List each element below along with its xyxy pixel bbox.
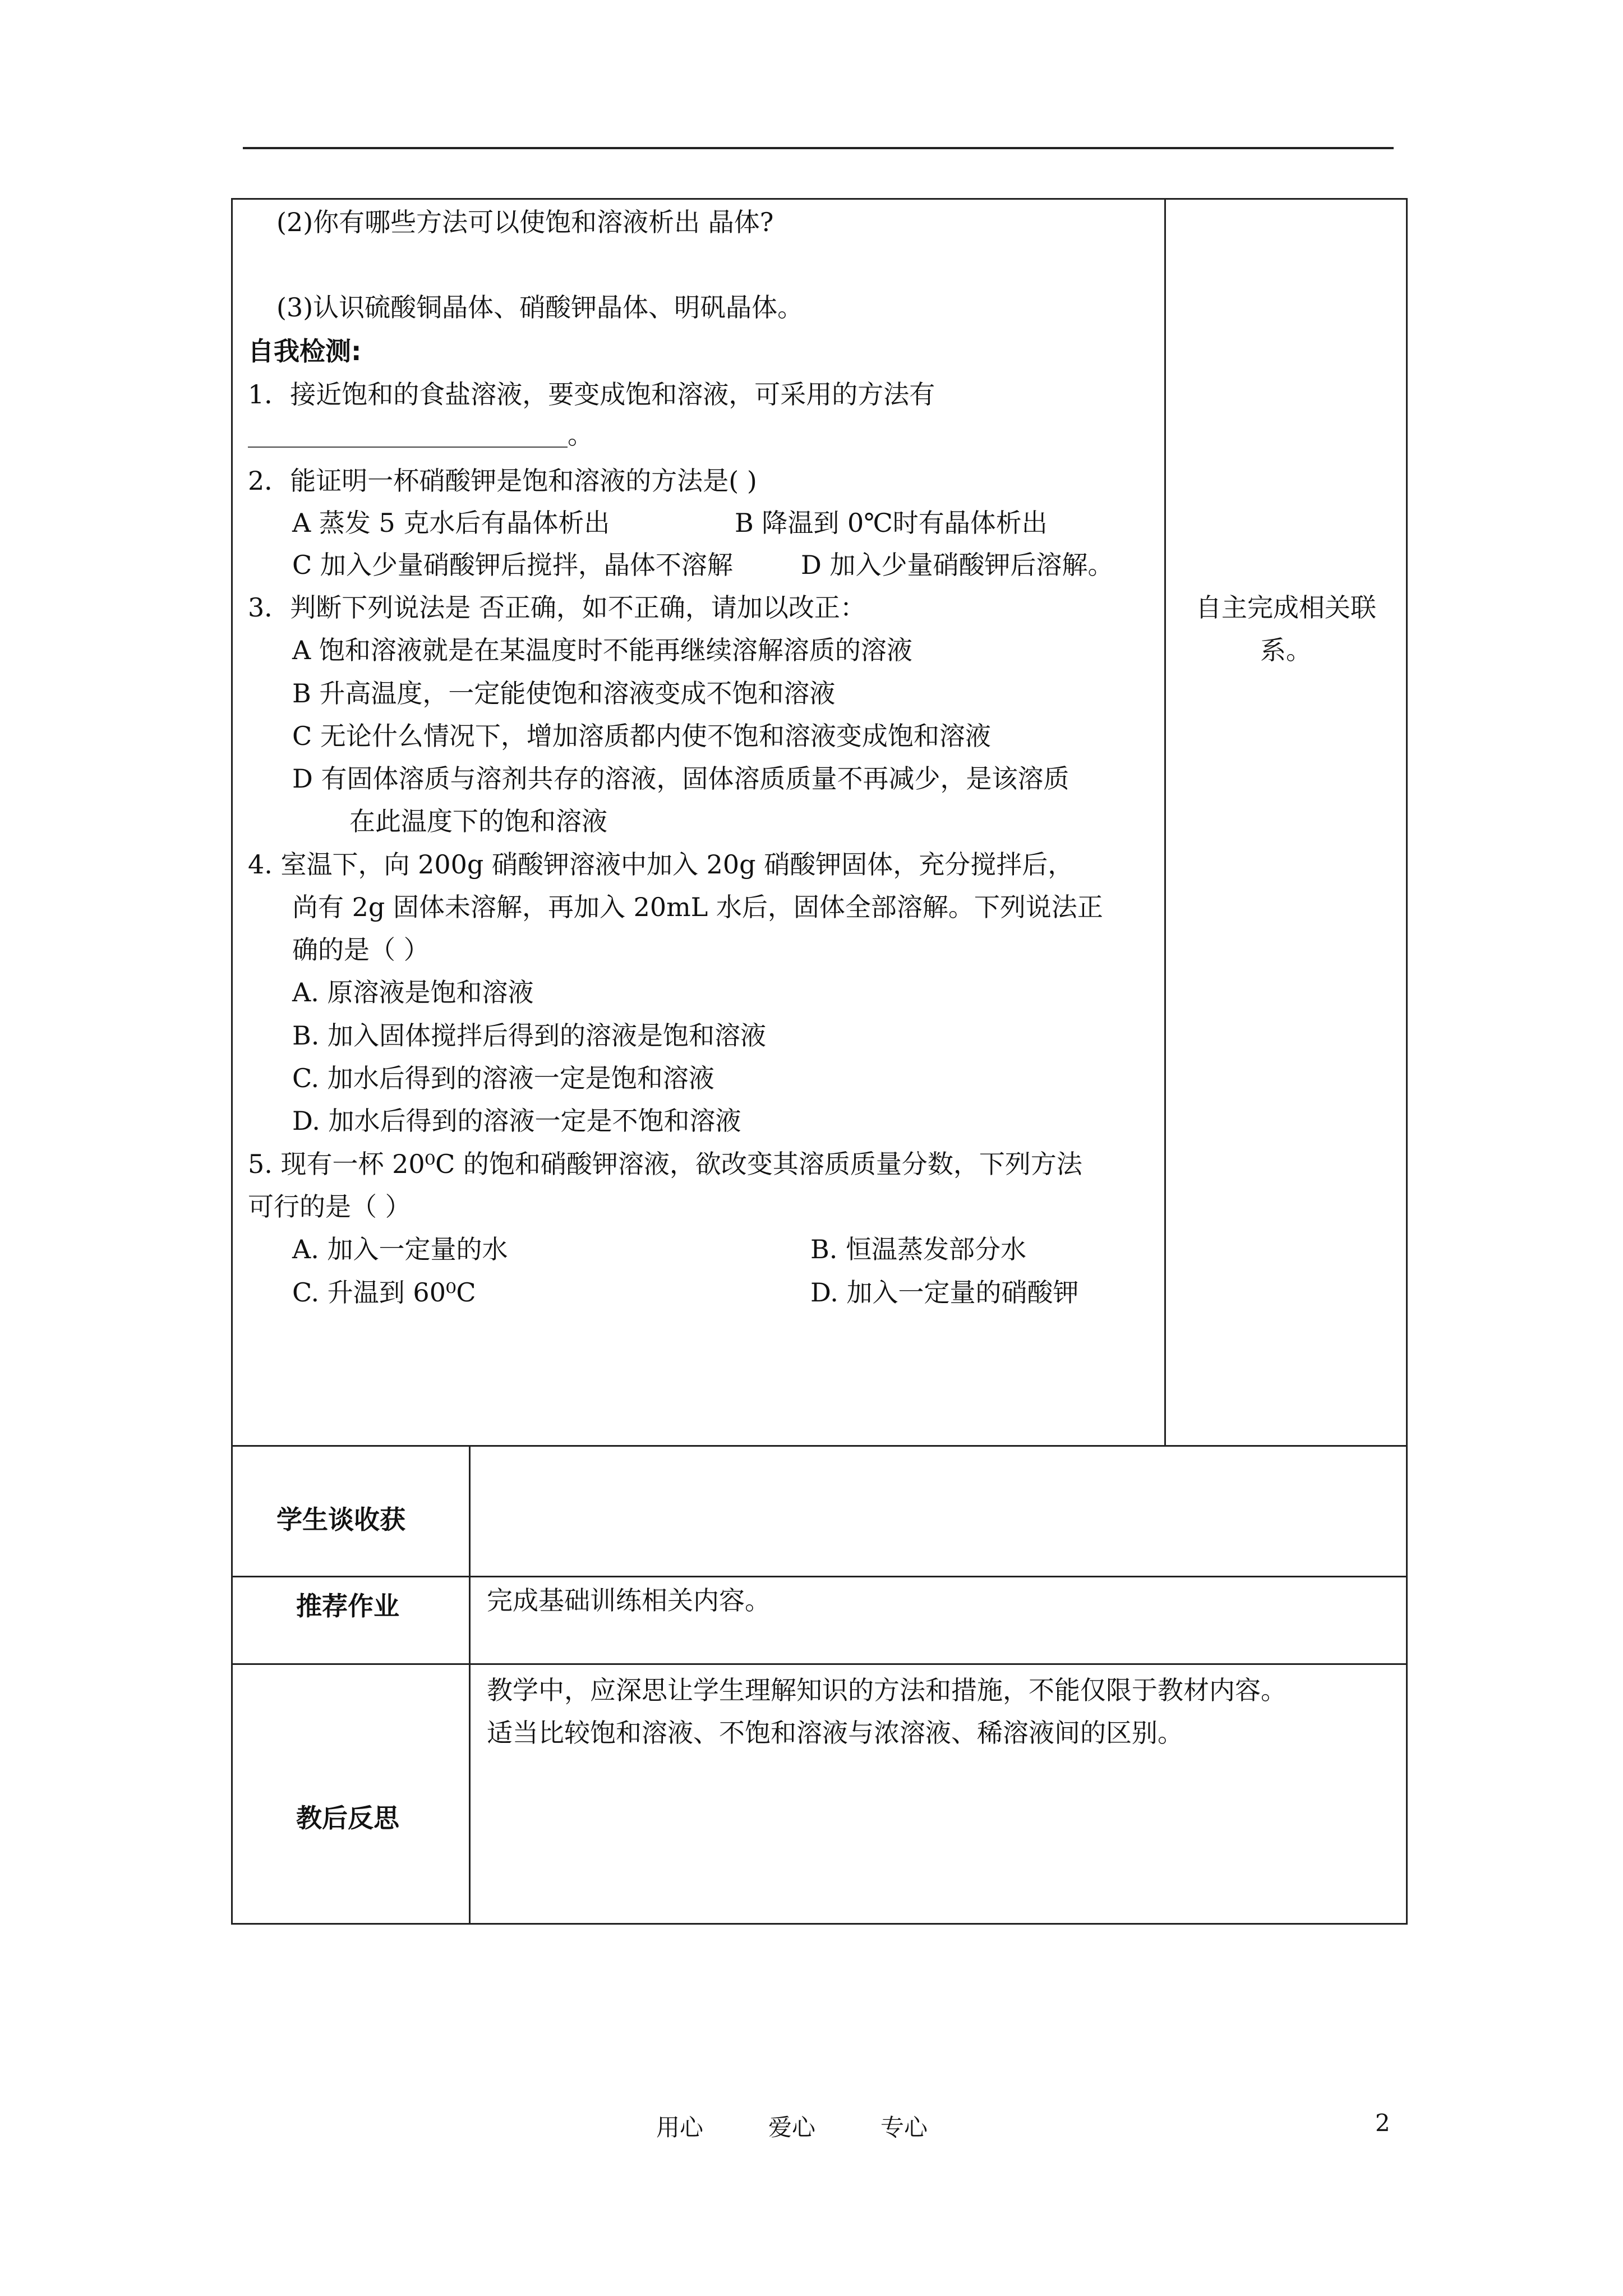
reflection-label-cell <box>231 1663 471 1925</box>
gain-label: 学生谈收获 <box>276 1504 405 1535</box>
q5-text: 5. 现有一杯 20⁰C 的饱和硝酸钾溶液，欲改变其溶质质量分数，下列方法 <box>248 1149 1082 1179</box>
q4-text-cont2: 确的是（ ） <box>292 935 430 965</box>
q4-text: 4. 室温下，向 200g 硝酸钾溶液中加入 20g 硝酸钾固体，充分搅拌后， <box>248 849 1074 880</box>
homework-text: 完成基础训练相关内容。 <box>487 1585 771 1616</box>
homework-label: 推荐作业 <box>296 1591 399 1621</box>
footer-word-1: 用心 <box>656 2114 704 2141</box>
note-cell <box>1164 198 1408 1447</box>
q3-item-b: B 升高温度，一定能使饱和溶液变成不饱和溶液 <box>292 678 836 708</box>
q4-option-d: D. 加水后得到的溶液一定是不饱和溶液 <box>292 1106 741 1136</box>
q5-option-c: C. 升温到 60⁰C <box>292 1277 476 1308</box>
q5-option-b: B. 恒温蒸发部分水 <box>810 1234 1027 1264</box>
q1-blank[interactable] <box>248 424 568 448</box>
self-check-heading: 自我检测: <box>248 336 362 366</box>
q4-text-cont1: 尚有 2g 固体未溶解，再加入 20mL 水后，固体全部溶解。下列说法正 <box>292 892 1103 922</box>
q2-text: 2．能证明一杯硝酸钾是饱和溶液的方法是( ) <box>248 466 757 496</box>
q2-option-d: D 加入少量硝酸钾后溶解。 <box>801 550 1114 580</box>
side-note-line2: 系。 <box>1260 635 1312 665</box>
footer-word-2: 爱心 <box>768 2114 816 2141</box>
footer-word-3: 专心 <box>880 2114 928 2141</box>
q4-option-a: A. 原溶液是饱和溶液 <box>292 977 534 1007</box>
header-rule <box>243 147 1394 149</box>
q2-option-b: B 降温到 0℃时有晶体析出 <box>735 508 1048 538</box>
q2-option-a: A 蒸发 5 克水后有晶体析出 <box>292 508 610 538</box>
q5-option-a: A. 加入一定量的水 <box>292 1234 508 1264</box>
side-note-line1: 自主完成相关联 <box>1196 592 1376 623</box>
q3-item-a: A 饱和溶液就是在某温度时不能再继续溶解溶质的溶液 <box>292 635 912 665</box>
q4-option-b: B. 加入固体搅拌后得到的溶液是饱和溶液 <box>292 1020 767 1051</box>
page-number: 2 <box>1375 2109 1390 2137</box>
q3-item-d-cont: 在此温度下的饱和溶液 <box>349 806 607 836</box>
q5-text-cont: 可行的是（ ） <box>248 1191 411 1222</box>
reflection-line2: 适当比较饱和溶液、不饱和溶液与浓溶液、稀溶液间的区别。 <box>487 1718 1183 1748</box>
q3-item-d: D 有固体溶质与溶剂共存的溶液，固体溶质质量不再减少，是该溶质 <box>292 763 1069 794</box>
q3-text: 3．判断下列说法是 否正确，如不正确，请加以改正： <box>248 592 866 623</box>
q1-answer-line: 。 <box>248 422 593 448</box>
q2-option-c: C 加入少量硝酸钾后搅拌，晶体不溶解 <box>292 550 733 580</box>
question-3-crystals: (3)认识硫酸铜晶体、硝酸钾晶体、明矾晶体。 <box>276 292 804 323</box>
q4-option-c: C. 加水后得到的溶液一定是饱和溶液 <box>292 1063 714 1093</box>
question-2-crystal: (2)你有哪些方法可以使饱和溶液析出 晶体? <box>276 207 774 237</box>
gain-content-cell[interactable] <box>469 1445 1408 1577</box>
reflection-line1: 教学中，应深思让学生理解知识的方法和措施，不能仅限于教材内容。 <box>487 1675 1287 1705</box>
q1-text: 1．接近饱和的食盐溶液，要变成饱和溶液，可采用的方法有 <box>248 379 935 409</box>
q3-item-c: C 无论什么情况下，增加溶质都内使不饱和溶液变成饱和溶液 <box>292 721 991 751</box>
reflection-label: 教后反思 <box>296 1803 399 1833</box>
q5-option-d: D. 加入一定量的硝酸钾 <box>810 1277 1079 1308</box>
